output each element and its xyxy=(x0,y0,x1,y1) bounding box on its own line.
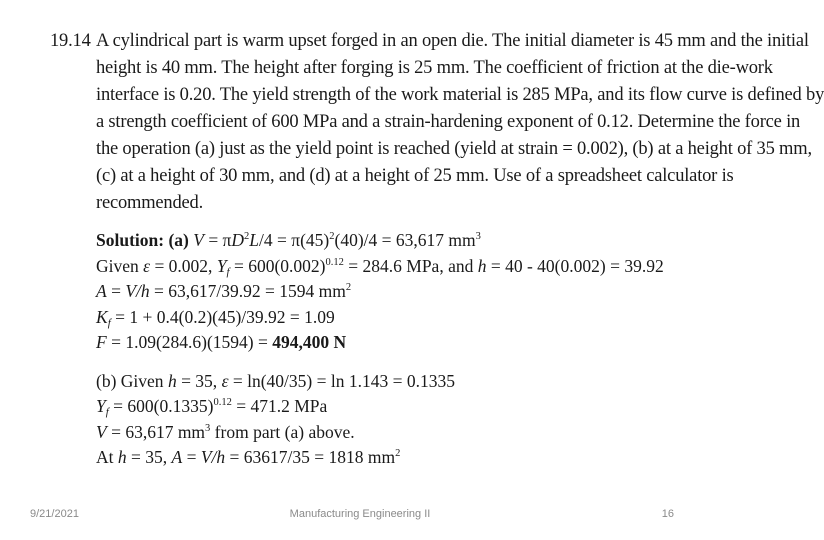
expr: Given xyxy=(96,255,144,276)
expr: = 63,617 mm xyxy=(106,421,206,442)
part-a-label: (a) xyxy=(164,230,194,250)
problem-line: a strength coefficient of 600 MPa and a strain-hardening exponent of 0.12. Determine the force in xyxy=(96,112,801,132)
var-a: A xyxy=(171,447,183,467)
expr: = xyxy=(106,281,126,301)
superscript: 0.12 xyxy=(325,256,344,268)
expr: = 63,617/39.92 = 1594 mm xyxy=(149,281,346,301)
solution-line-volume-b xyxy=(96,420,690,446)
expr: = 600(0.002) xyxy=(229,255,326,276)
subscript: f xyxy=(226,265,230,278)
subscript: f xyxy=(107,316,111,329)
expr: (40)/4 = 63,617 mm xyxy=(334,230,476,250)
problem-line: height is 40 mm. The height after forging is 25 mm. The coefficient of friction at the die-work xyxy=(96,58,773,78)
expr: = 284.6 MPa, and xyxy=(343,255,478,276)
superscript: 3 xyxy=(475,231,481,242)
expr: = 600(0.1335) xyxy=(108,396,214,416)
solution-label: Solution: xyxy=(96,230,165,250)
slide-content xyxy=(50,28,824,471)
solution-line-strain-b xyxy=(96,369,690,395)
var-d: D xyxy=(231,230,245,250)
problem-line: A cylindrical part is warm upset forged in an open die. The initial diameter is 45 mm and the initial xyxy=(96,31,809,51)
expr: At xyxy=(96,447,118,467)
solution-line-force xyxy=(96,330,690,356)
superscript: 2 xyxy=(244,231,250,242)
problem-line: the operation (a) just as the yield point is reached (yield at strain = 0.002), (b) at a height of 35 mm, xyxy=(96,139,812,159)
superscript: 0.12 xyxy=(213,397,232,408)
solution-line-flow-stress xyxy=(96,254,690,280)
problem-statement xyxy=(50,28,824,217)
expr: = 35, xyxy=(126,447,172,467)
solution-line-kf xyxy=(96,305,690,331)
var-h: h xyxy=(477,255,487,276)
expr: (b) Given xyxy=(96,370,168,391)
superscript: 2 xyxy=(329,231,335,242)
expr: from part (a) above. xyxy=(210,421,355,442)
expr: = ln(40/35) = ln 1.143 = 0.1335 xyxy=(228,370,455,391)
var-h: h xyxy=(117,447,127,467)
var-v: V xyxy=(193,230,204,250)
footer-date: 9/21/2021 xyxy=(30,508,79,520)
answer-a: 494,400 N xyxy=(272,332,347,352)
expr: = 63617/35 = 1818 mm xyxy=(225,447,396,467)
var-y: Y xyxy=(216,255,227,276)
problem-line: (c) at a height of 30 mm, and (d) at a height of 25 mm. Use of a spreadsheet calculator is xyxy=(96,166,734,186)
var-epsilon: ε xyxy=(143,255,151,276)
footer-page-number: 16 xyxy=(661,508,674,520)
subscript: f xyxy=(105,406,109,418)
expr: = π xyxy=(203,230,232,250)
var-y: Y xyxy=(96,396,106,416)
solution-line-flow-stress-b xyxy=(96,394,690,420)
expr: = 1 + 0.4(0.2)(45)/39.92 = 1.09 xyxy=(110,306,335,327)
var-epsilon: ε xyxy=(221,370,229,391)
var-v-over-h: V/h xyxy=(200,447,226,467)
expr: = 1.09(284.6)(1594) = xyxy=(106,332,273,352)
spacer xyxy=(96,356,690,369)
problem-text xyxy=(96,28,824,217)
solution-line-volume xyxy=(96,228,690,254)
superscript: 2 xyxy=(395,448,401,459)
footer-course-title: Manufacturing Engineering II xyxy=(289,508,431,520)
expr: = 0.002, xyxy=(150,255,217,276)
expr: = xyxy=(182,447,201,467)
expr: = 35, xyxy=(176,370,222,391)
var-k: K xyxy=(96,306,108,327)
expr: = 471.2 MPa xyxy=(231,396,328,416)
expr: = 40 - 40(0.002) = 39.92 xyxy=(486,255,664,276)
var-a: A xyxy=(96,281,107,301)
problem-line: interface is 0.20. The yield strength of the work material is 285 MPa, and its flow curve is defined by xyxy=(96,85,824,105)
var-f: F xyxy=(96,332,107,352)
var-h: h xyxy=(167,370,177,391)
var-v: V xyxy=(96,421,107,442)
superscript: 3 xyxy=(205,422,211,434)
var-v-over-h: V/h xyxy=(125,281,150,301)
expr: /4 = π(45) xyxy=(259,230,330,250)
solution-block xyxy=(96,228,690,471)
solution-line-area xyxy=(96,279,690,305)
superscript: 2 xyxy=(345,282,352,293)
problem-number: 19.14 xyxy=(50,31,91,51)
solution-line-area-b xyxy=(96,445,690,471)
problem-line: recommended. xyxy=(96,193,204,213)
var-l: L xyxy=(249,230,260,250)
